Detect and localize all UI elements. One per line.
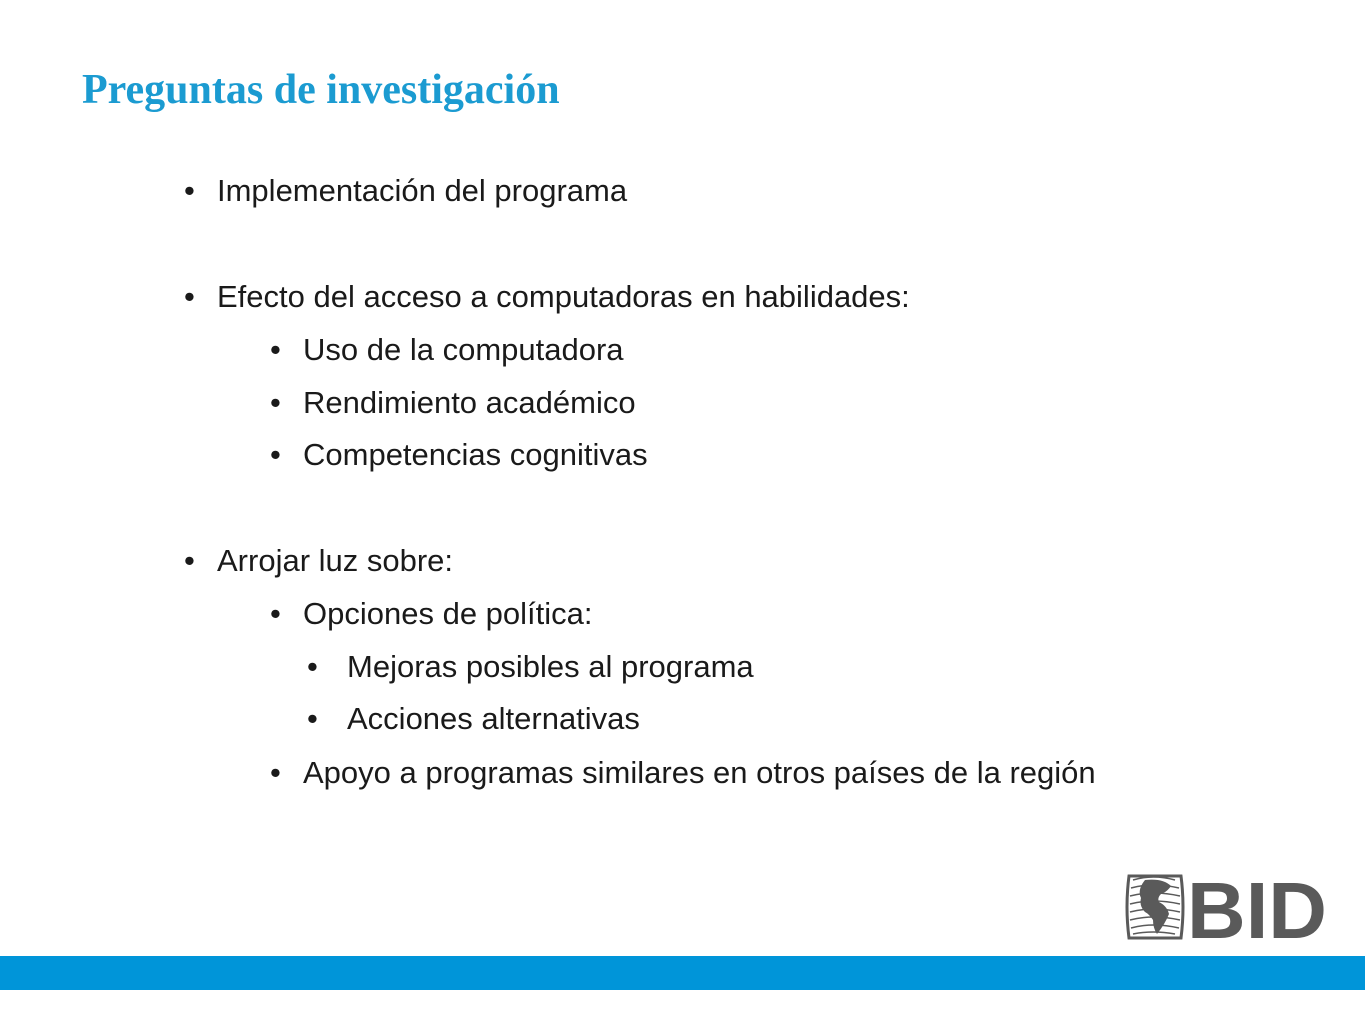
bullet-dot: • <box>307 649 318 684</box>
bullet-text: Implementación del programa <box>217 173 628 208</box>
sub-bullet-policy-options <box>270 595 593 633</box>
bullet-text: Opciones de política: <box>303 596 593 631</box>
bullet-dot: • <box>270 755 281 790</box>
sub-bullet-computer-use <box>270 331 624 369</box>
sub-bullet-academic-performance <box>270 384 636 422</box>
bullet-text: Competencias cognitivas <box>303 437 648 472</box>
bullet-text: Apoyo a programas similares en otros países de la región <box>303 755 1096 790</box>
bullet-dot: • <box>307 701 318 736</box>
bullet-text: Acciones alternativas <box>347 701 640 736</box>
bullet-dot: • <box>184 543 195 578</box>
bullet-shed-light <box>184 542 454 580</box>
bid-logo <box>1123 870 1329 944</box>
sub-sub-bullet-improvements <box>307 648 754 686</box>
bullet-effect <box>184 278 910 316</box>
bullet-text: Mejoras posibles al programa <box>347 649 754 684</box>
bullet-dot: • <box>270 332 281 367</box>
logo-text: BID <box>1187 870 1327 944</box>
bullet-dot: • <box>184 173 195 208</box>
bullet-dot: • <box>184 279 195 314</box>
globe-americas-icon <box>1127 876 1183 938</box>
bullet-text: Efecto del acceso a computadoras en habilidades: <box>217 279 910 314</box>
bullet-text: Uso de la computadora <box>303 332 624 367</box>
bottom-accent-bar <box>0 956 1365 990</box>
bullet-dot: • <box>270 596 281 631</box>
bullet-text: Rendimiento académico <box>303 385 636 420</box>
bullet-dot: • <box>270 385 281 420</box>
slide-title: Preguntas de investigación <box>82 67 560 113</box>
sub-bullet-cognitive-skills <box>270 436 648 474</box>
bullet-text: Arrojar luz sobre: <box>217 543 454 578</box>
bullet-dot: • <box>270 437 281 472</box>
sub-sub-bullet-alternatives <box>307 700 640 738</box>
sub-bullet-regional-support <box>270 754 1153 792</box>
bullet-implementation <box>184 172 628 210</box>
